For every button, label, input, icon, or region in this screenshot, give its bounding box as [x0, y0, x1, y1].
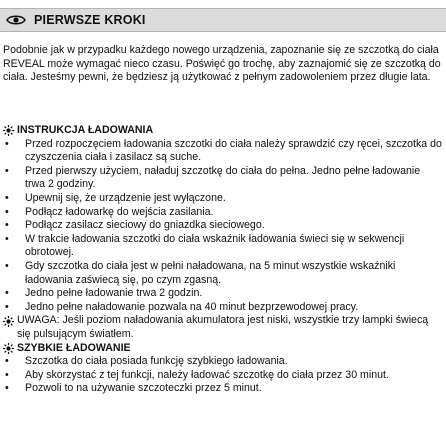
bullet-marker: • — [5, 137, 9, 150]
sun-icon — [3, 124, 17, 138]
bullet-marker: • — [5, 300, 9, 313]
intro-paragraph: Podobnie jak w przypadku każdego nowego urządzenia, zapoznanie się ze szczotką do ciała REVEAL może wymagać nieco czasu. Poświęć go trochę, aby zaznajomić się ze szczotką do ciała. Jesteśmy pewni, że będziesz ją użytkować z pełnym zadowoleniem przez długie lata. — [3, 44, 441, 84]
list-item-text: Pozwoli to na używanie szczoteczki przez 5 minut. — [25, 382, 262, 395]
bullet-marker: • — [5, 382, 9, 395]
bullet-marker: • — [5, 287, 9, 300]
list-item — [3, 382, 443, 396]
sun-icon — [3, 342, 17, 356]
list-item — [3, 260, 443, 287]
list-item — [3, 165, 443, 192]
quick-heading-row — [3, 342, 443, 356]
bullet-marker: • — [5, 164, 9, 177]
charging-list — [3, 138, 443, 315]
list-item-text: Gdy szczotka do ciała jest w pełni naładowana, na 5 minut wszystkie wskaźniki ładowania zaświecą się, po czym zgasną. — [25, 259, 396, 286]
quick-list — [3, 355, 443, 396]
list-item — [3, 301, 443, 315]
list-item — [3, 206, 443, 220]
list-item — [3, 192, 443, 206]
warning-text: UWAGA: Jeśli poziom naładowania akumulatora jest niski, wszystkie trzy lampki świecą się pulsującym światłem. — [17, 314, 429, 340]
instructions — [3, 124, 443, 396]
quick-heading: SZYBKIE ŁADOWANIE — [17, 341, 131, 354]
bullet-marker: • — [5, 232, 9, 245]
list-item-text: Podłącz zasilacz sieciowy do gniazdka sieciowego. — [25, 219, 265, 232]
list-item-text: W trakcie ładowania szczotki do ciała wskaźnik ładowania świeci się w sekwencji obrotowej. — [25, 232, 405, 259]
list-item — [3, 287, 443, 301]
list-item — [3, 219, 443, 233]
list-item-text: Podłącz ładowarkę do wejścia zasilania. — [25, 205, 214, 218]
list-item — [3, 233, 443, 260]
list-item-text: Szczotka do ciała posiada funkcję szybkiego ładowania. — [25, 355, 288, 368]
page-title: PIERWSZE KROKI — [34, 13, 146, 27]
list-item-text: Przed pierwszy użyciem, naładuj szczotkę do ciała do pełna. Jedno pełne ładowanie trwa 2 godziny. — [25, 164, 421, 191]
eye-icon — [6, 12, 28, 28]
bullet-marker: • — [5, 259, 9, 272]
list-item-text: Aby skorzystać z tej funkcji, należy ładować szczotkę do ciała przez 30 minut. — [25, 368, 389, 381]
list-item — [3, 138, 443, 165]
charging-heading-row — [3, 124, 443, 138]
list-item-text: Upewnij się, że urządzenie jest wyłączone. — [25, 191, 226, 204]
bullet-marker: • — [5, 205, 9, 218]
warning-row — [3, 314, 443, 341]
list-item-text: Przed rozpoczęciem ładowania szczotki do ciała należy sprawdzić czy ręcei, szczotka do czyszczenia ciała i zasilacz są suche. — [25, 137, 442, 164]
bullet-marker: • — [5, 355, 9, 368]
list-item-text: Jedno pełne ładowanie trwa 2 godzin. — [25, 287, 203, 300]
charging-heading: INSTRUKCJA ŁADOWANIA — [17, 124, 154, 136]
bullet-marker: • — [5, 368, 9, 381]
list-item — [3, 355, 443, 369]
list-item — [3, 369, 443, 383]
bullet-marker: • — [5, 219, 9, 232]
sun-icon — [3, 314, 17, 328]
list-item-text: Jedno pełne naładowanie pozwala na 40 minut bezprzewodowej pracy. — [25, 300, 359, 313]
section-header — [0, 8, 446, 32]
bullet-marker: • — [5, 191, 9, 204]
